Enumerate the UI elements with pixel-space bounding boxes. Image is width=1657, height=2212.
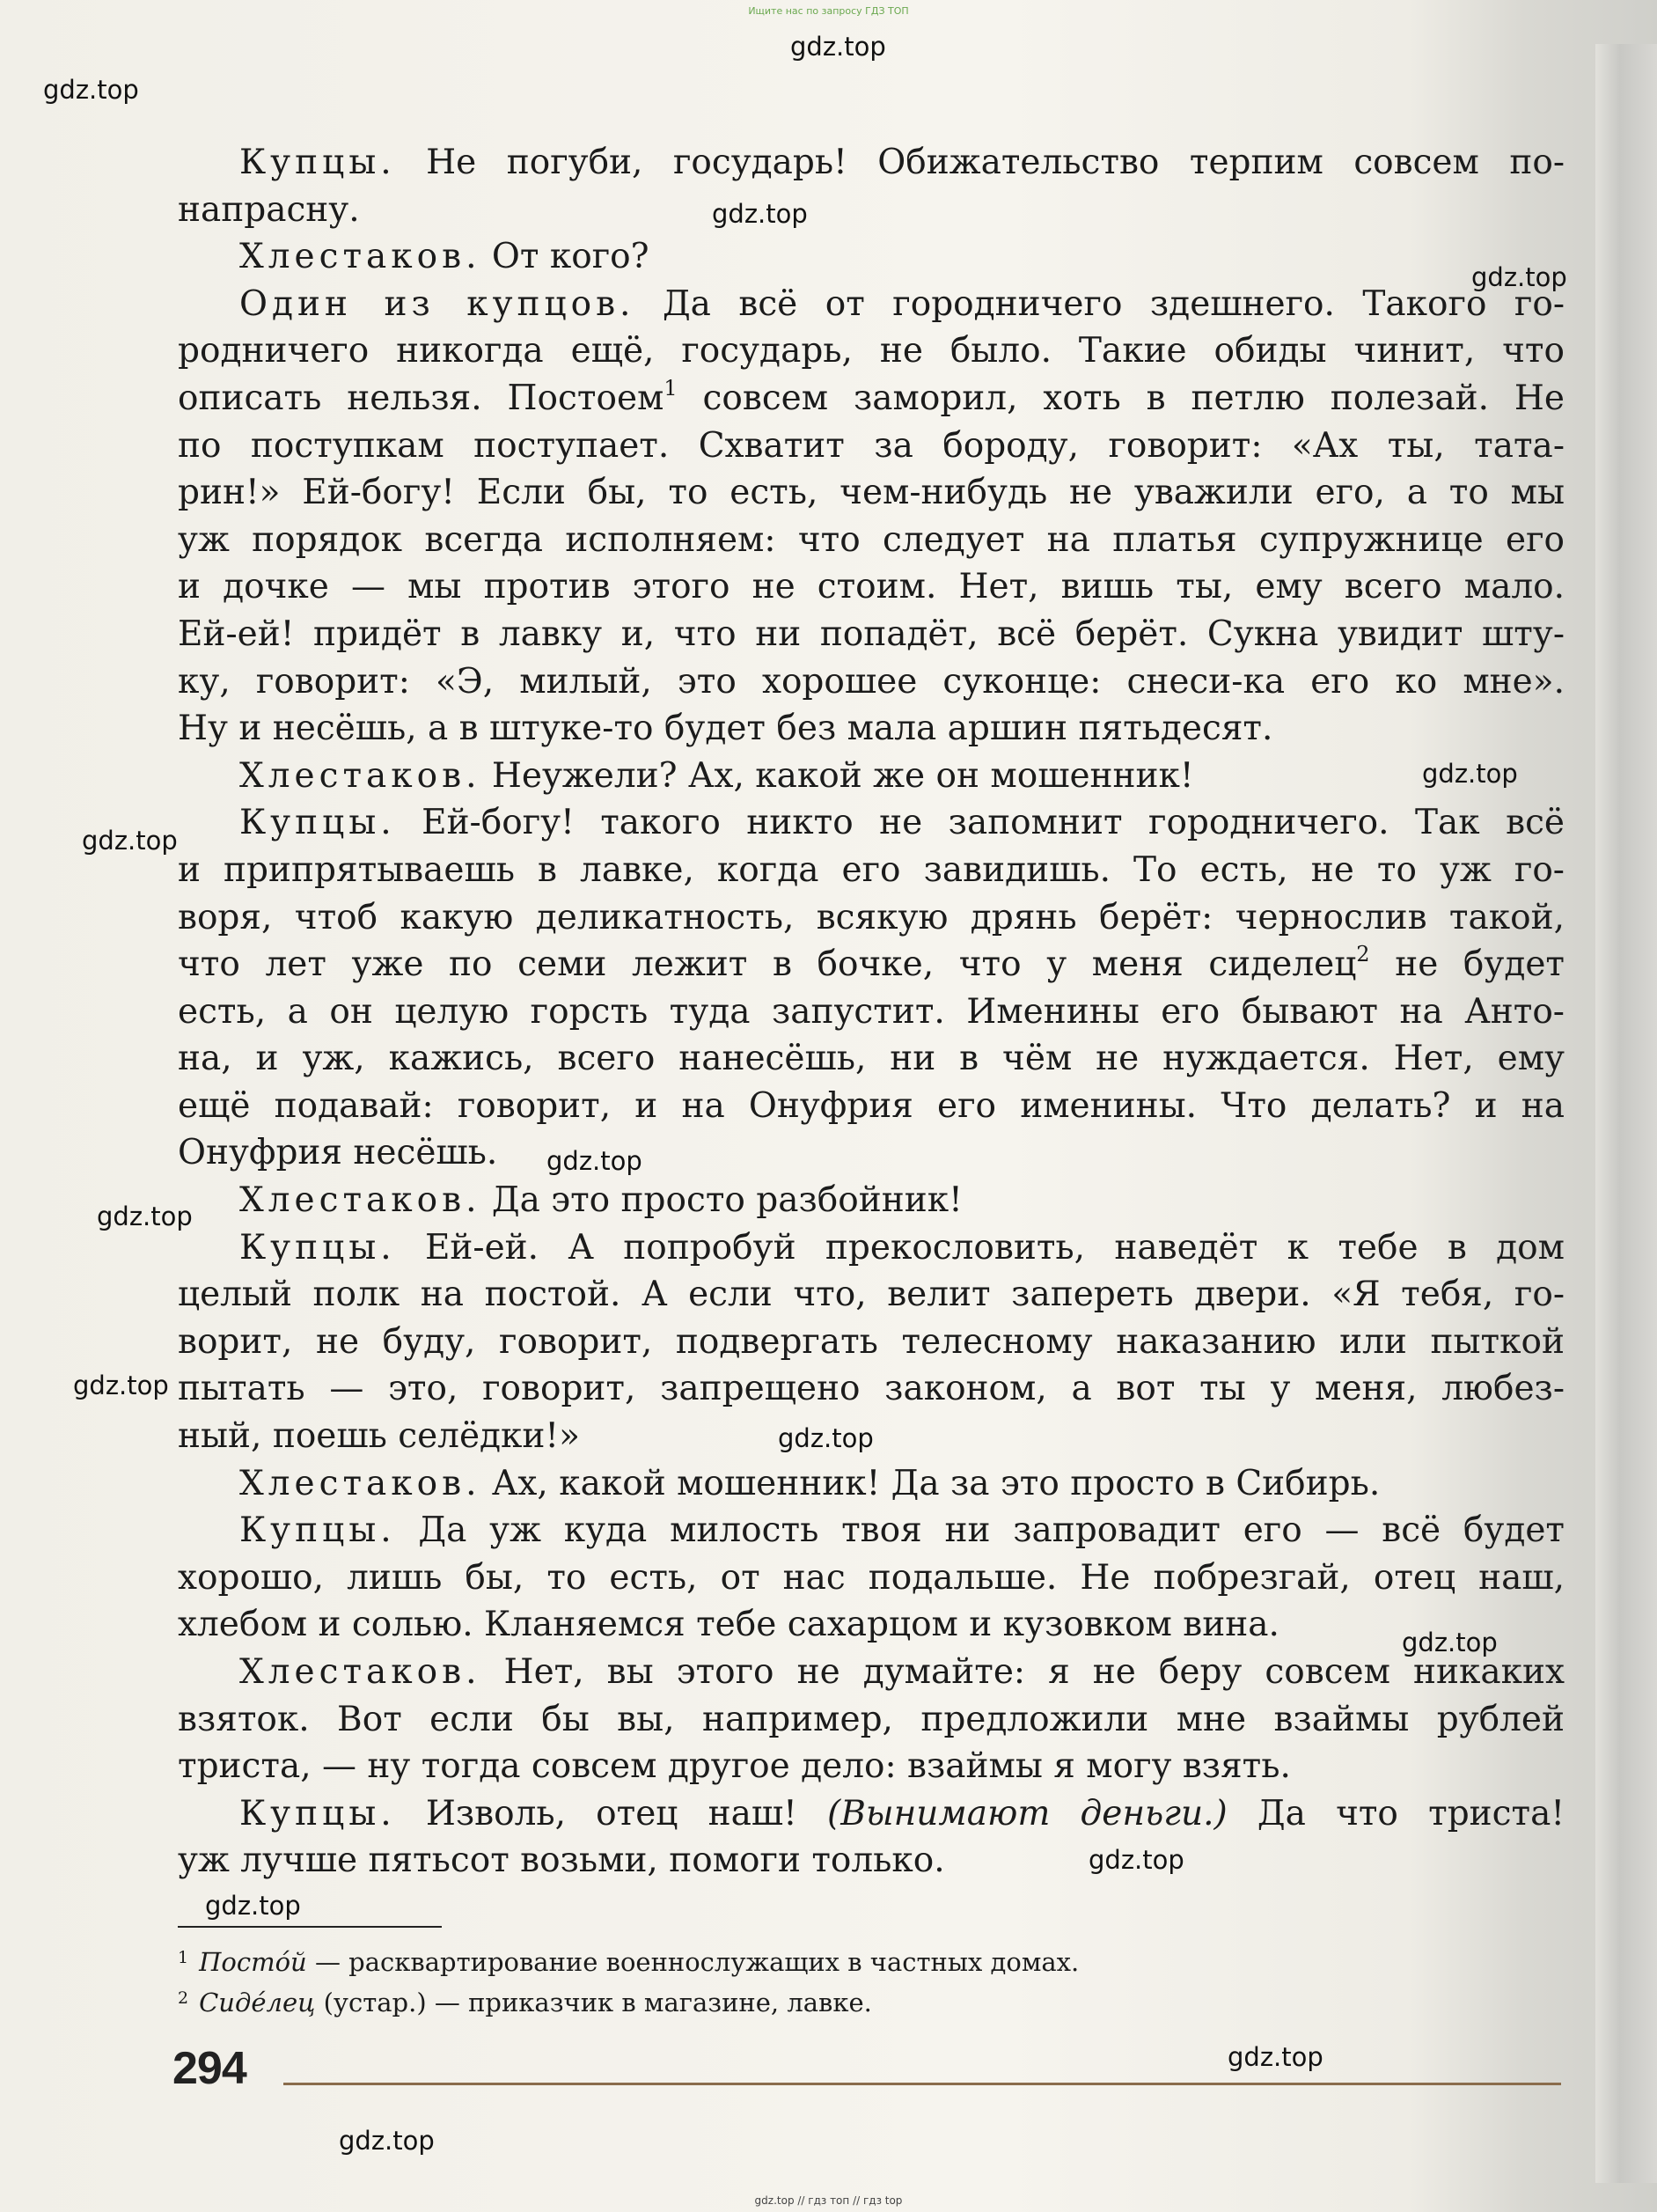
speaker-name: Хлестаков. [239,1652,481,1692]
footnote-ref: 1 [664,375,678,401]
line-text: триста, — ну тогда совсем другое дело: взаймы я могу взять. [178,1746,1291,1787]
line-text: От кого? [480,237,649,277]
line-text: хлебом и солью. Кланяемся тебе сахарцом и кузовком вина. [178,1605,1279,1645]
speaker-name: Хлестаков. [239,1463,481,1503]
footnote-ref: 2 [1356,942,1370,967]
watermark: gdz.top [546,1146,642,1176]
stage-direction: (Вынимают деньги.) [826,1793,1228,1834]
footnote-1 [178,1947,1480,1988]
line-text: Неужели? Ах, какой же он мошенник! [480,755,1194,796]
text-line [178,1129,1565,1177]
text-line [178,517,1565,564]
text-line [178,1649,1565,1696]
line-text: что лет уже по семи лежит в бочке, что у меня сиделец [178,944,1357,985]
footnotes [178,1926,1480,2028]
speaker-name: Хлестаков. [239,755,481,796]
line-text: напрасну. [178,189,360,230]
watermark: gdz.top [82,826,178,856]
page-number: 294 [172,2043,246,2094]
text-line [178,469,1565,517]
line-text: рин!» Ей-богу! Если бы, то есть, чем-нибудь не уважили его, а то мы [178,473,1565,513]
line-text: уж лучше пятьсот возьми, помоги только. [178,1841,945,1881]
line-text: пытать — это, говорит, запрещено законом, а вот ты у меня, любез- [178,1369,1565,1409]
text-line [178,1460,1565,1508]
line-text: совсем заморил, хоть в петлю полезай. Не [677,378,1565,418]
speaker-name: Купцы. [239,1793,396,1834]
watermark: gdz.top [1228,2042,1323,2072]
speaker-name: Один из купцов. [239,283,635,324]
text-line [178,423,1565,470]
text-line [178,658,1565,706]
line-text: ещё подавай: говорит, и на Онуфрия его именины. Что делать? и на [178,1085,1565,1126]
line-text: Онуфрия несёшь. [178,1133,498,1173]
text-line [178,941,1565,988]
play-dialogue-text [178,139,1565,1885]
footnote-2 [178,1988,1480,2028]
text-line [178,1365,1565,1413]
line-text: Да всё от городничего здешнего. Такого го- [634,283,1565,324]
line-text: и дочке — мы против этого не стоим. Нет, вишь ты, ему всего мало. [178,567,1565,607]
line-text: Ах, какой мошенник! Да за это просто в Сибирь. [480,1463,1381,1503]
speaker-name: Хлестаков. [239,1180,481,1221]
speaker-name: Хлестаков. [239,237,481,277]
watermark: gdz.top [1089,1845,1184,1875]
line-text: Нет, вы этого не думайте: я не беру совсем никаких [480,1652,1565,1692]
top-banner: Ищите нас по запросу ГДЗ ТОП [748,5,909,17]
text-line [178,705,1565,753]
line-text: уж порядок всегда исполняем: что следует на платья супружнице его [178,519,1565,560]
page-spine-shadow [1595,44,1657,2183]
text-line [178,1696,1565,1744]
footnote-number: 1 [178,1948,189,1967]
bottom-banner: gdz.top // гдз топ // гдз top [754,2194,903,2207]
line-text: ку, говорит: «Э, милый, это хорошее суконце: снеси-ка его ко мне». [178,661,1565,702]
footnote-definition: (устар.) — приказчик в магазине, лавке. [315,1988,872,2017]
watermark: gdz.top [1471,262,1567,292]
watermark: gdz.top [73,1371,169,1400]
line-text: Ей-богу! такого никто не запомнит городничего. Так всё [395,803,1565,843]
text-line [178,139,1565,187]
line-text: описать нельзя. Постоем [178,378,664,418]
line-text: хорошо, лишь бы, то есть, от нас подальше. Не побрезгай, отец наш, [178,1557,1565,1598]
text-line [178,1601,1565,1649]
text-line [178,233,1565,281]
footnote-term: Сиде́лец [199,1988,316,2017]
line-text: ный, поешь селёдки!» [178,1416,580,1457]
text-line [178,799,1565,847]
text-line [178,1743,1565,1790]
line-text: ворит, не буду, говорит, подвергать телесному наказанию или пыткой [178,1321,1565,1362]
text-line [178,1177,1565,1224]
line-text: Ей-ей! придёт в лавку и, что ни попадёт, всё берёт. Сукна увидит шту- [178,614,1565,654]
watermark: gdz.top [1422,759,1518,789]
watermark: gdz.top [43,75,139,105]
text-line [178,753,1565,800]
line-text: и припрятываешь в лавке, когда его завидишь. То есть, не то уж го- [178,849,1565,890]
text-line [178,187,1565,234]
watermark: gdz.top [339,2126,435,2156]
line-text: есть, а он целую горсть туда запустит. Именины его бывают на Анто- [178,991,1565,1032]
footnote-term: Посто́й [199,1947,307,1977]
line-text: родничего никогда ещё, государь, не было. Такие обиды чинит, что [178,331,1565,371]
line-text: Ей-ей. А попробуй прекословить, наведёт к тебе в дом [395,1227,1565,1268]
text-line [178,894,1565,942]
line-text: взяток. Вот если бы вы, например, предложили мне взаймы рублей [178,1699,1565,1739]
page-number-rule [283,2083,1561,2085]
text-line [178,563,1565,611]
line-text: целый полк на постой. А если что, велит запереть двери. «Я тебя, го- [178,1275,1565,1315]
line-text: Да что триста! [1227,1793,1565,1834]
text-line [178,1319,1565,1366]
text-line [178,847,1565,894]
line-text: не будет [1369,944,1565,985]
watermark: gdz.top [1402,1628,1498,1657]
text-line [178,1035,1565,1083]
speaker-name: Купцы. [239,803,396,843]
text-line [178,327,1565,375]
line-text: Ну и несёшь, а в штуке-то будет без мала аршин пятьдесят. [178,709,1273,749]
text-line [178,1271,1565,1319]
speaker-name: Купцы. [239,143,396,182]
line-text: Да это просто разбойник! [480,1180,963,1221]
footnote-definition: — расквартирование военнослужащих в частных домах. [306,1947,1080,1977]
text-line [178,1790,1565,1838]
footnote-number: 2 [178,1988,189,2008]
watermark: gdz.top [790,32,886,62]
text-line [178,611,1565,658]
watermark: gdz.top [205,1891,301,1921]
line-text: по поступкам поступает. Схватит за бороду, говорит: «Ах ты, тата- [178,425,1565,466]
line-text: воря, чтоб какую деликатность, всякую дрянь берёт: чернослив такой, [178,897,1565,937]
text-line [178,1837,1565,1885]
text-line [178,1083,1565,1130]
speaker-name: Купцы. [239,1510,396,1551]
line-text: Изволь, отец наш! [395,1793,827,1834]
line-text: Да уж куда милость твоя ни запровадит его — всё будет [395,1510,1565,1551]
text-line [178,1224,1565,1272]
text-line [178,1554,1565,1602]
text-line [178,1507,1565,1554]
watermark: gdz.top [712,199,808,229]
watermark: gdz.top [778,1423,874,1453]
line-text: Не погуби, государь! Обижательство терпим совсем по- [395,143,1565,182]
speaker-name: Купцы. [239,1227,396,1268]
text-line [178,988,1565,1036]
text-line [178,375,1565,423]
line-text: на, и уж, кажись, всего нанесёшь, ни в чём не нуждается. Нет, ему [178,1039,1565,1079]
text-line [178,281,1565,328]
footnote-divider [178,1926,442,1928]
watermark: gdz.top [97,1202,193,1231]
